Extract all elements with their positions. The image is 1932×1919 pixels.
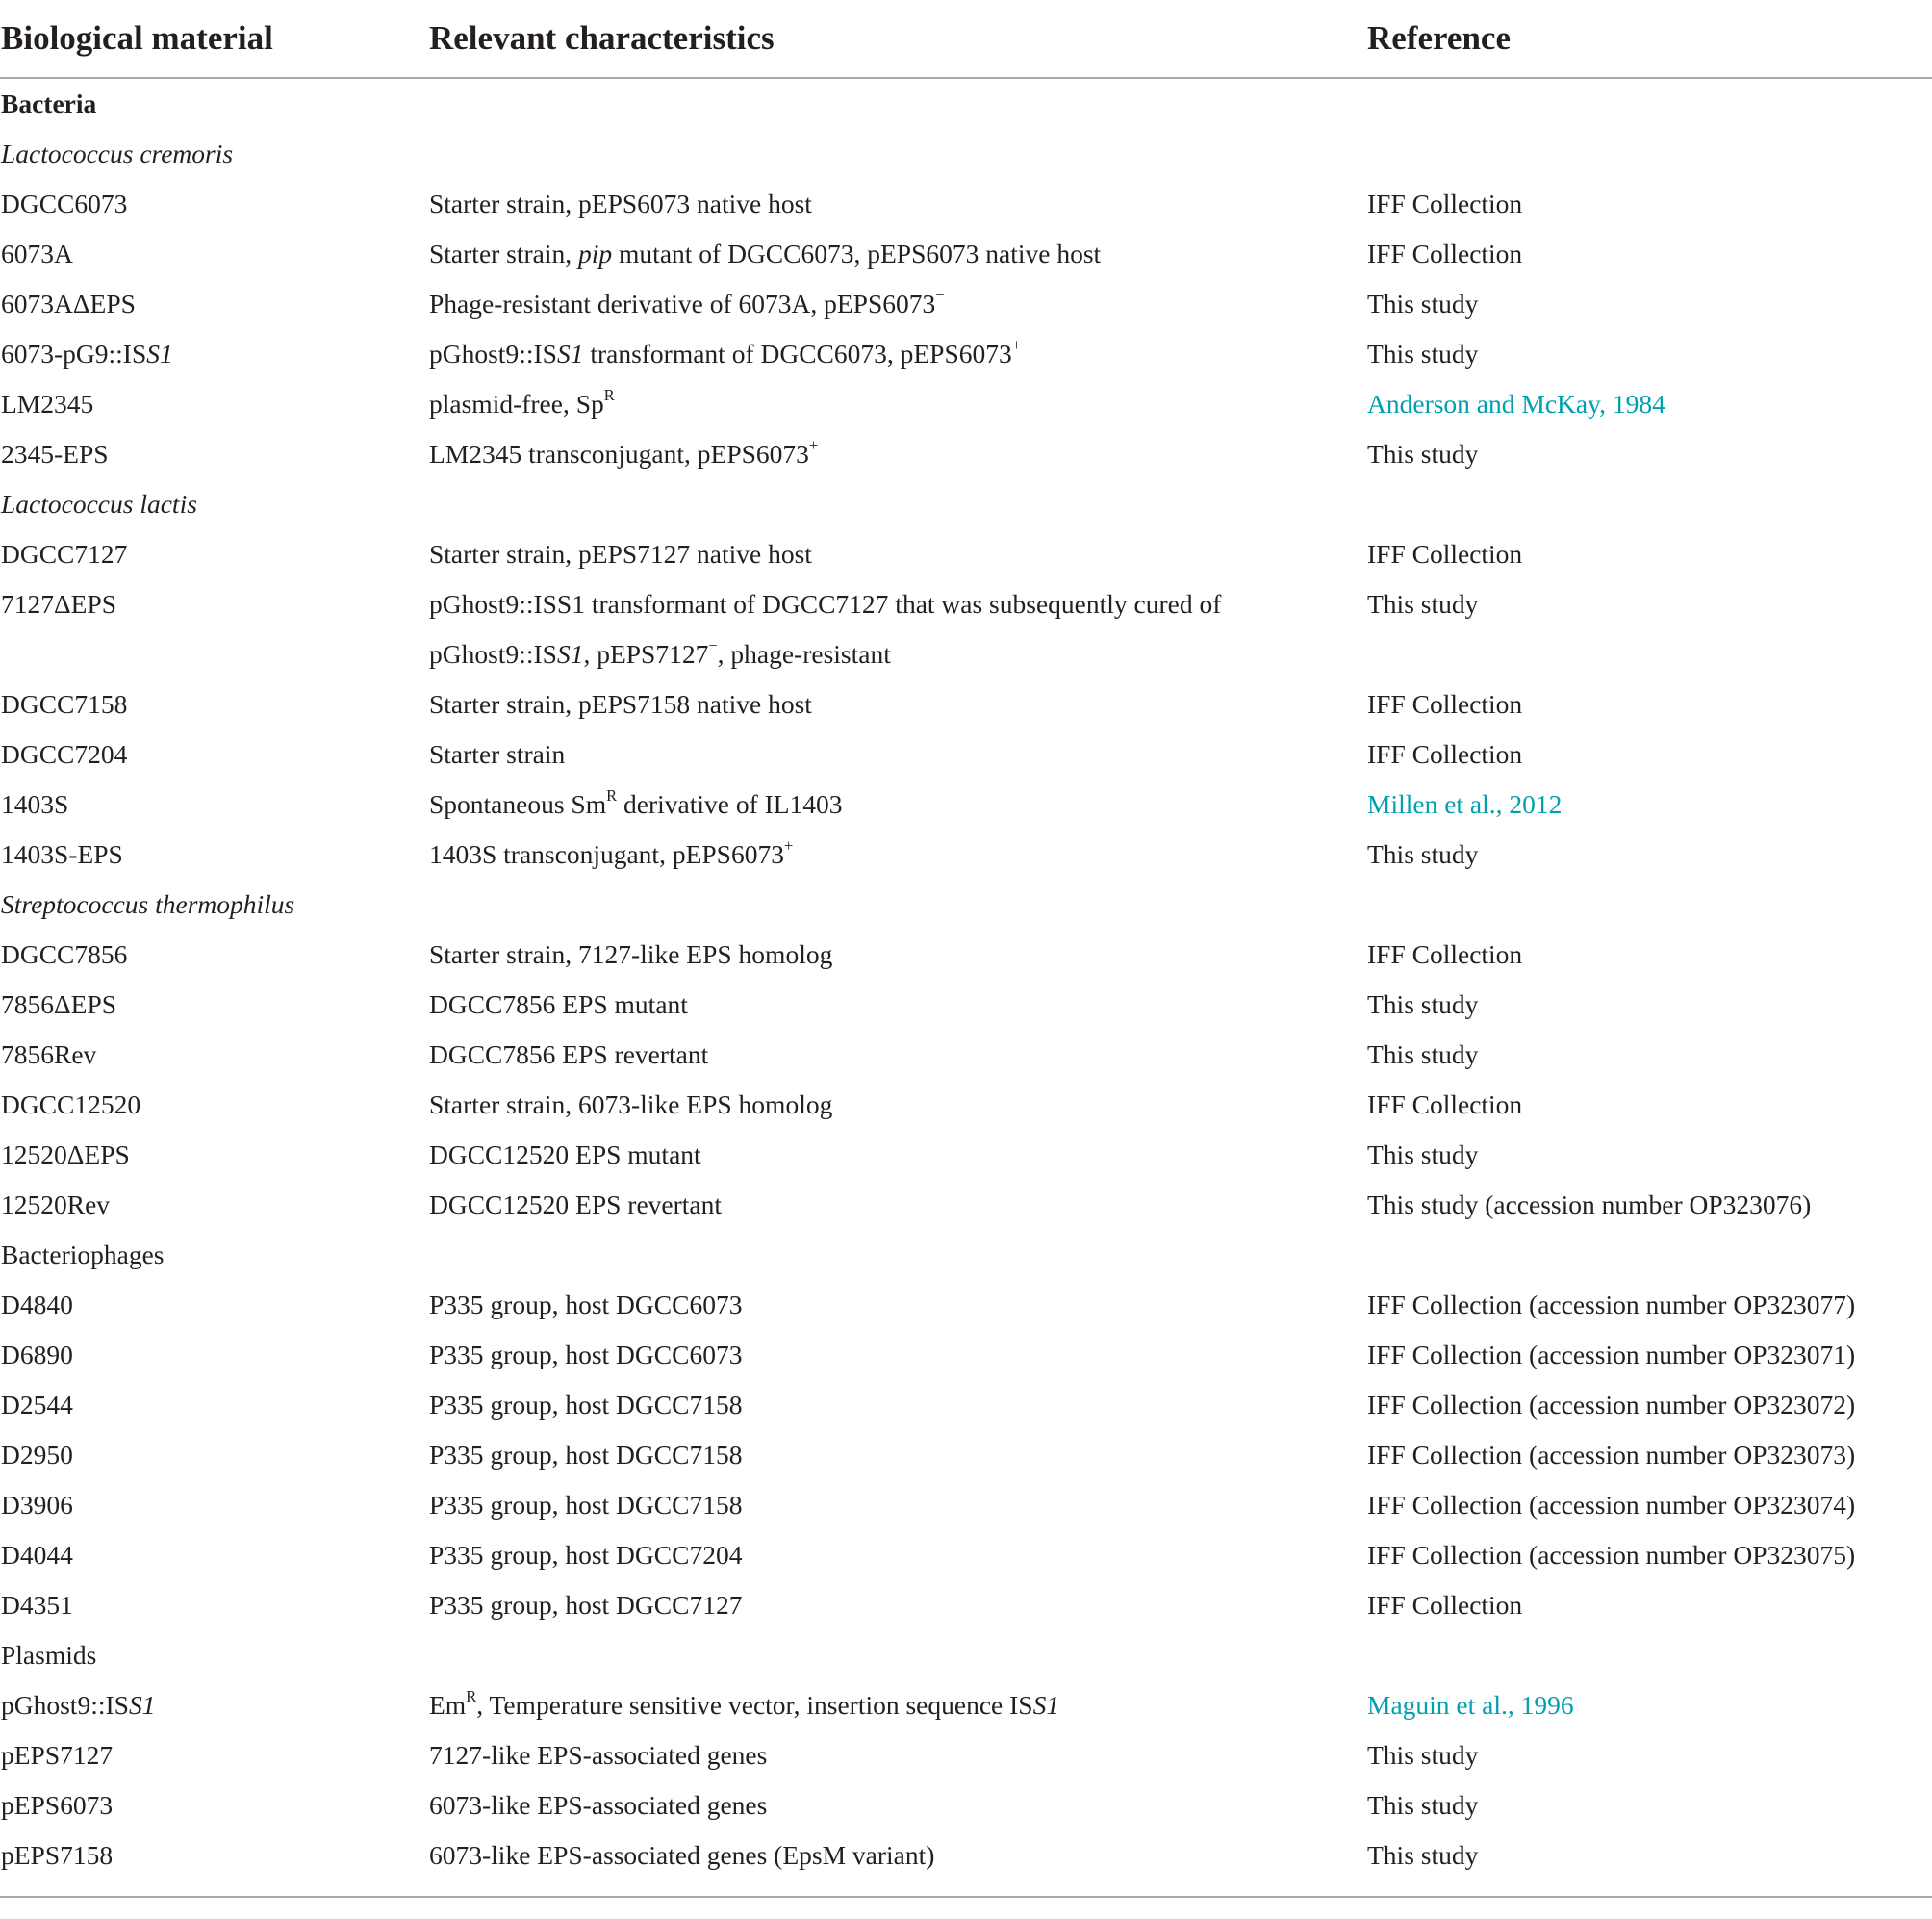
table-row (0, 930, 1932, 980)
table-row (0, 279, 1932, 329)
material-ital: S1 (128, 1690, 156, 1720)
char-ital: S1 (1032, 1690, 1060, 1720)
char-text: mutant of DGCC6073, pEPS6073 native host (612, 239, 1102, 269)
table-row (0, 529, 1932, 579)
characteristics-cell: Starter strain, 7127-like EPS homolog (429, 939, 833, 969)
material-cell: 6073A (1, 239, 73, 269)
char-line-2 (429, 629, 1367, 679)
section-bacteriophages: Bacteriophages (1, 1240, 165, 1269)
material-cell: 1403S (1, 789, 69, 819)
reference-link[interactable]: Millen et al., 2012 (1367, 789, 1563, 819)
char-text: Em (429, 1690, 467, 1720)
table-row (0, 1030, 1932, 1080)
material-cell: 7127ΔEPS (1, 589, 117, 619)
characteristics-cell (429, 329, 1367, 379)
reference-cell: IFF Collection (accession number OP323077) (1367, 1290, 1856, 1319)
char-text: plasmid-free, Sp (429, 389, 604, 419)
char-text: Starter strain, (429, 239, 579, 269)
reference-link[interactable]: Anderson and McKay, 1984 (1367, 389, 1665, 419)
char-text: transformant of DGCC6073, pEPS6073 (583, 339, 1012, 369)
char-text: derivative of IL1403 (617, 789, 843, 819)
reference-cell: This study (1367, 1139, 1479, 1169)
material-cell: D2950 (1, 1440, 73, 1470)
characteristics-cell: P335 group, host DGCC7204 (429, 1540, 743, 1570)
characteristics-cell: P335 group, host DGCC7127 (429, 1590, 743, 1620)
table-row (0, 1480, 1932, 1530)
reference-cell: IFF Collection (accession number OP323073) (1367, 1440, 1856, 1470)
reference-cell: IFF Collection (1367, 689, 1523, 719)
table-row (0, 1830, 1932, 1881)
characteristics-cell: DGCC12520 EPS revertant (429, 1190, 723, 1219)
table-row (0, 1530, 1932, 1580)
characteristics-cell: 7127-like EPS-associated genes (429, 1740, 768, 1770)
table-row (0, 179, 1932, 229)
table-row (0, 329, 1932, 379)
reference-cell: This study (1367, 1039, 1479, 1069)
reference-cell: IFF Collection (1367, 239, 1523, 269)
material-cell: D2544 (1, 1390, 73, 1420)
reference-cell: This study (1367, 1840, 1479, 1870)
material-cell: 7856Rev (1, 1039, 97, 1069)
characteristics-cell (429, 830, 1367, 880)
characteristics-cell: DGCC12520 EPS mutant (429, 1139, 701, 1169)
superscript: − (708, 636, 718, 655)
material-cell: D3906 (1, 1490, 73, 1520)
characteristics-cell: Starter strain (429, 739, 566, 769)
reference-cell: IFF Collection (1367, 1089, 1523, 1119)
table-row (0, 579, 1932, 679)
char-text: Spontaneous Sm (429, 789, 607, 819)
characteristics-cell: Starter strain, pEPS7158 native host (429, 689, 812, 719)
characteristics-cell: DGCC7856 EPS revertant (429, 1039, 709, 1069)
reference-cell: This study (accession number OP323076) (1367, 1190, 1812, 1219)
material-ital: S1 (146, 339, 173, 369)
characteristics-cell: 6073-like EPS-associated genes (429, 1790, 768, 1820)
material-cell: DGCC7856 (1, 939, 128, 969)
material-text: 6073-pG9::IS (1, 339, 147, 369)
gene-name: pip (578, 239, 613, 269)
reference-cell: This study (1367, 339, 1479, 369)
table-row (0, 1280, 1932, 1330)
section-lactococcus-cremoris: Lactococcus cremoris (1, 139, 234, 168)
char-ital: S1 (556, 639, 584, 669)
reference-cell: This study (1367, 839, 1479, 869)
characteristics-cell: 6073-like EPS-associated genes (EpsM variant) (429, 1840, 935, 1870)
characteristics-cell (429, 1680, 1367, 1730)
superscript: R (606, 786, 618, 806)
material-cell: DGCC6073 (1, 189, 128, 218)
material-cell: D6890 (1, 1340, 73, 1369)
material-cell: DGCC7127 (1, 539, 128, 569)
char-ital: S1 (556, 339, 584, 369)
table-row (0, 1080, 1932, 1130)
table-row (0, 1330, 1932, 1380)
material-cell: DGCC12520 (1, 1089, 141, 1119)
table-row (0, 729, 1932, 780)
material-text: pGhost9::IS (1, 1690, 129, 1720)
reference-cell: This study (1367, 589, 1479, 619)
superscript: + (808, 436, 819, 455)
characteristics-cell: P335 group, host DGCC6073 (429, 1290, 743, 1319)
characteristics-cell (429, 229, 1367, 279)
material-cell: D4044 (1, 1540, 73, 1570)
section-streptococcus-thermophilus: Streptococcus thermophilus (1, 889, 295, 919)
characteristics-cell: P335 group, host DGCC7158 (429, 1490, 743, 1520)
char-text: , phage-resistant (717, 639, 891, 669)
table-row (0, 679, 1932, 729)
table-row (0, 1780, 1932, 1830)
characteristics-cell: Starter strain, 6073-like EPS homolog (429, 1089, 833, 1119)
reference-cell: IFF Collection (accession number OP323072) (1367, 1390, 1856, 1420)
material-cell: pEPS6073 (1, 1790, 114, 1820)
characteristics-cell: P335 group, host DGCC7158 (429, 1440, 743, 1470)
material-cell: 12520ΔEPS (1, 1139, 130, 1169)
char-text: Phage-resistant derivative of 6073A, pEPS6073 (429, 289, 936, 319)
characteristics-cell: Starter strain, pEPS6073 native host (429, 189, 812, 218)
characteristics-cell (429, 780, 1367, 830)
header-reference: Reference (1367, 19, 1511, 57)
material-cell: 12520Rev (1, 1190, 111, 1219)
characteristics-cell (429, 579, 1367, 679)
characteristics-cell: P335 group, host DGCC7158 (429, 1390, 743, 1420)
superscript: R (466, 1687, 477, 1706)
reference-cell: IFF Collection (1367, 739, 1523, 769)
reference-cell: This study (1367, 289, 1479, 319)
char-text: pGhost9::IS (429, 339, 557, 369)
char-text: 1403S transconjugant, pEPS6073 (429, 839, 784, 869)
reference-cell: IFF Collection (accession number OP323075) (1367, 1540, 1856, 1570)
table-row (0, 980, 1932, 1030)
characteristics-cell (429, 279, 1367, 329)
table-row (0, 229, 1932, 279)
characteristics-cell: P335 group, host DGCC6073 (429, 1340, 743, 1369)
superscript: + (1011, 336, 1022, 355)
table-row (0, 1380, 1932, 1430)
superscript: − (935, 286, 945, 305)
material-cell: pEPS7158 (1, 1840, 114, 1870)
table-row (0, 1580, 1932, 1630)
reference-cell: IFF Collection (1367, 939, 1523, 969)
char-text: pGhost9::IS (429, 639, 557, 669)
char-text: LM2345 transconjugant, pEPS6073 (429, 439, 809, 469)
material-cell: D4840 (1, 1290, 73, 1319)
material-cell (0, 1680, 429, 1730)
table-header (0, 0, 1932, 79)
characteristics-cell (429, 379, 1367, 429)
char-text: , Temperature sensitive vector, insertion sequence IS (476, 1690, 1033, 1720)
section-plasmids: Plasmids (1, 1640, 97, 1670)
table-row (0, 1430, 1932, 1480)
material-cell: LM2345 (1, 389, 94, 419)
superscript: R (603, 386, 615, 405)
table-row (0, 1730, 1932, 1780)
material-cell (0, 329, 429, 379)
material-cell: pEPS7127 (1, 1740, 114, 1770)
material-cell: 7856ΔEPS (1, 989, 117, 1019)
header-biological-material: Biological material (1, 19, 273, 57)
characteristics-cell: DGCC7856 EPS mutant (429, 989, 688, 1019)
material-cell: DGCC7158 (1, 689, 128, 719)
reference-cell: IFF Collection (1367, 1590, 1523, 1620)
reference-cell: This study (1367, 439, 1479, 469)
reference-link[interactable]: Maguin et al., 1996 (1367, 1690, 1574, 1720)
table-row (0, 1130, 1932, 1180)
section-bacteria: Bacteria (1, 89, 97, 118)
reference-cell: This study (1367, 1740, 1479, 1770)
table-row (0, 780, 1932, 830)
reference-cell: This study (1367, 1790, 1479, 1820)
superscript: + (783, 836, 794, 856)
table-row (0, 1180, 1932, 1230)
char-line-1: pGhost9::ISS1 transformant of DGCC7127 that was subsequently cured of (429, 589, 1222, 619)
material-cell: 1403S-EPS (1, 839, 123, 869)
reference-cell: IFF Collection (accession number OP323071) (1367, 1340, 1856, 1369)
table-bottom-rule (0, 1896, 1932, 1898)
material-cell: D4351 (1, 1590, 73, 1620)
reference-cell: This study (1367, 989, 1479, 1019)
characteristics-cell (429, 429, 1367, 479)
material-cell: 6073AΔEPS (1, 289, 136, 319)
section-lactococcus-lactis: Lactococcus lactis (1, 489, 197, 519)
material-cell: DGCC7204 (1, 739, 128, 769)
reference-cell: IFF Collection (1367, 189, 1523, 218)
header-relevant-characteristics: Relevant characteristics (429, 19, 775, 57)
table-row (0, 429, 1932, 479)
material-cell: 2345-EPS (1, 439, 109, 469)
reference-cell: IFF Collection (accession number OP323074) (1367, 1490, 1856, 1520)
table-row (0, 830, 1932, 880)
table-row (0, 1680, 1932, 1730)
char-text: , pEPS7127 (583, 639, 709, 669)
reference-cell: IFF Collection (1367, 539, 1523, 569)
table-row (0, 379, 1932, 429)
characteristics-cell: Starter strain, pEPS7127 native host (429, 539, 812, 569)
